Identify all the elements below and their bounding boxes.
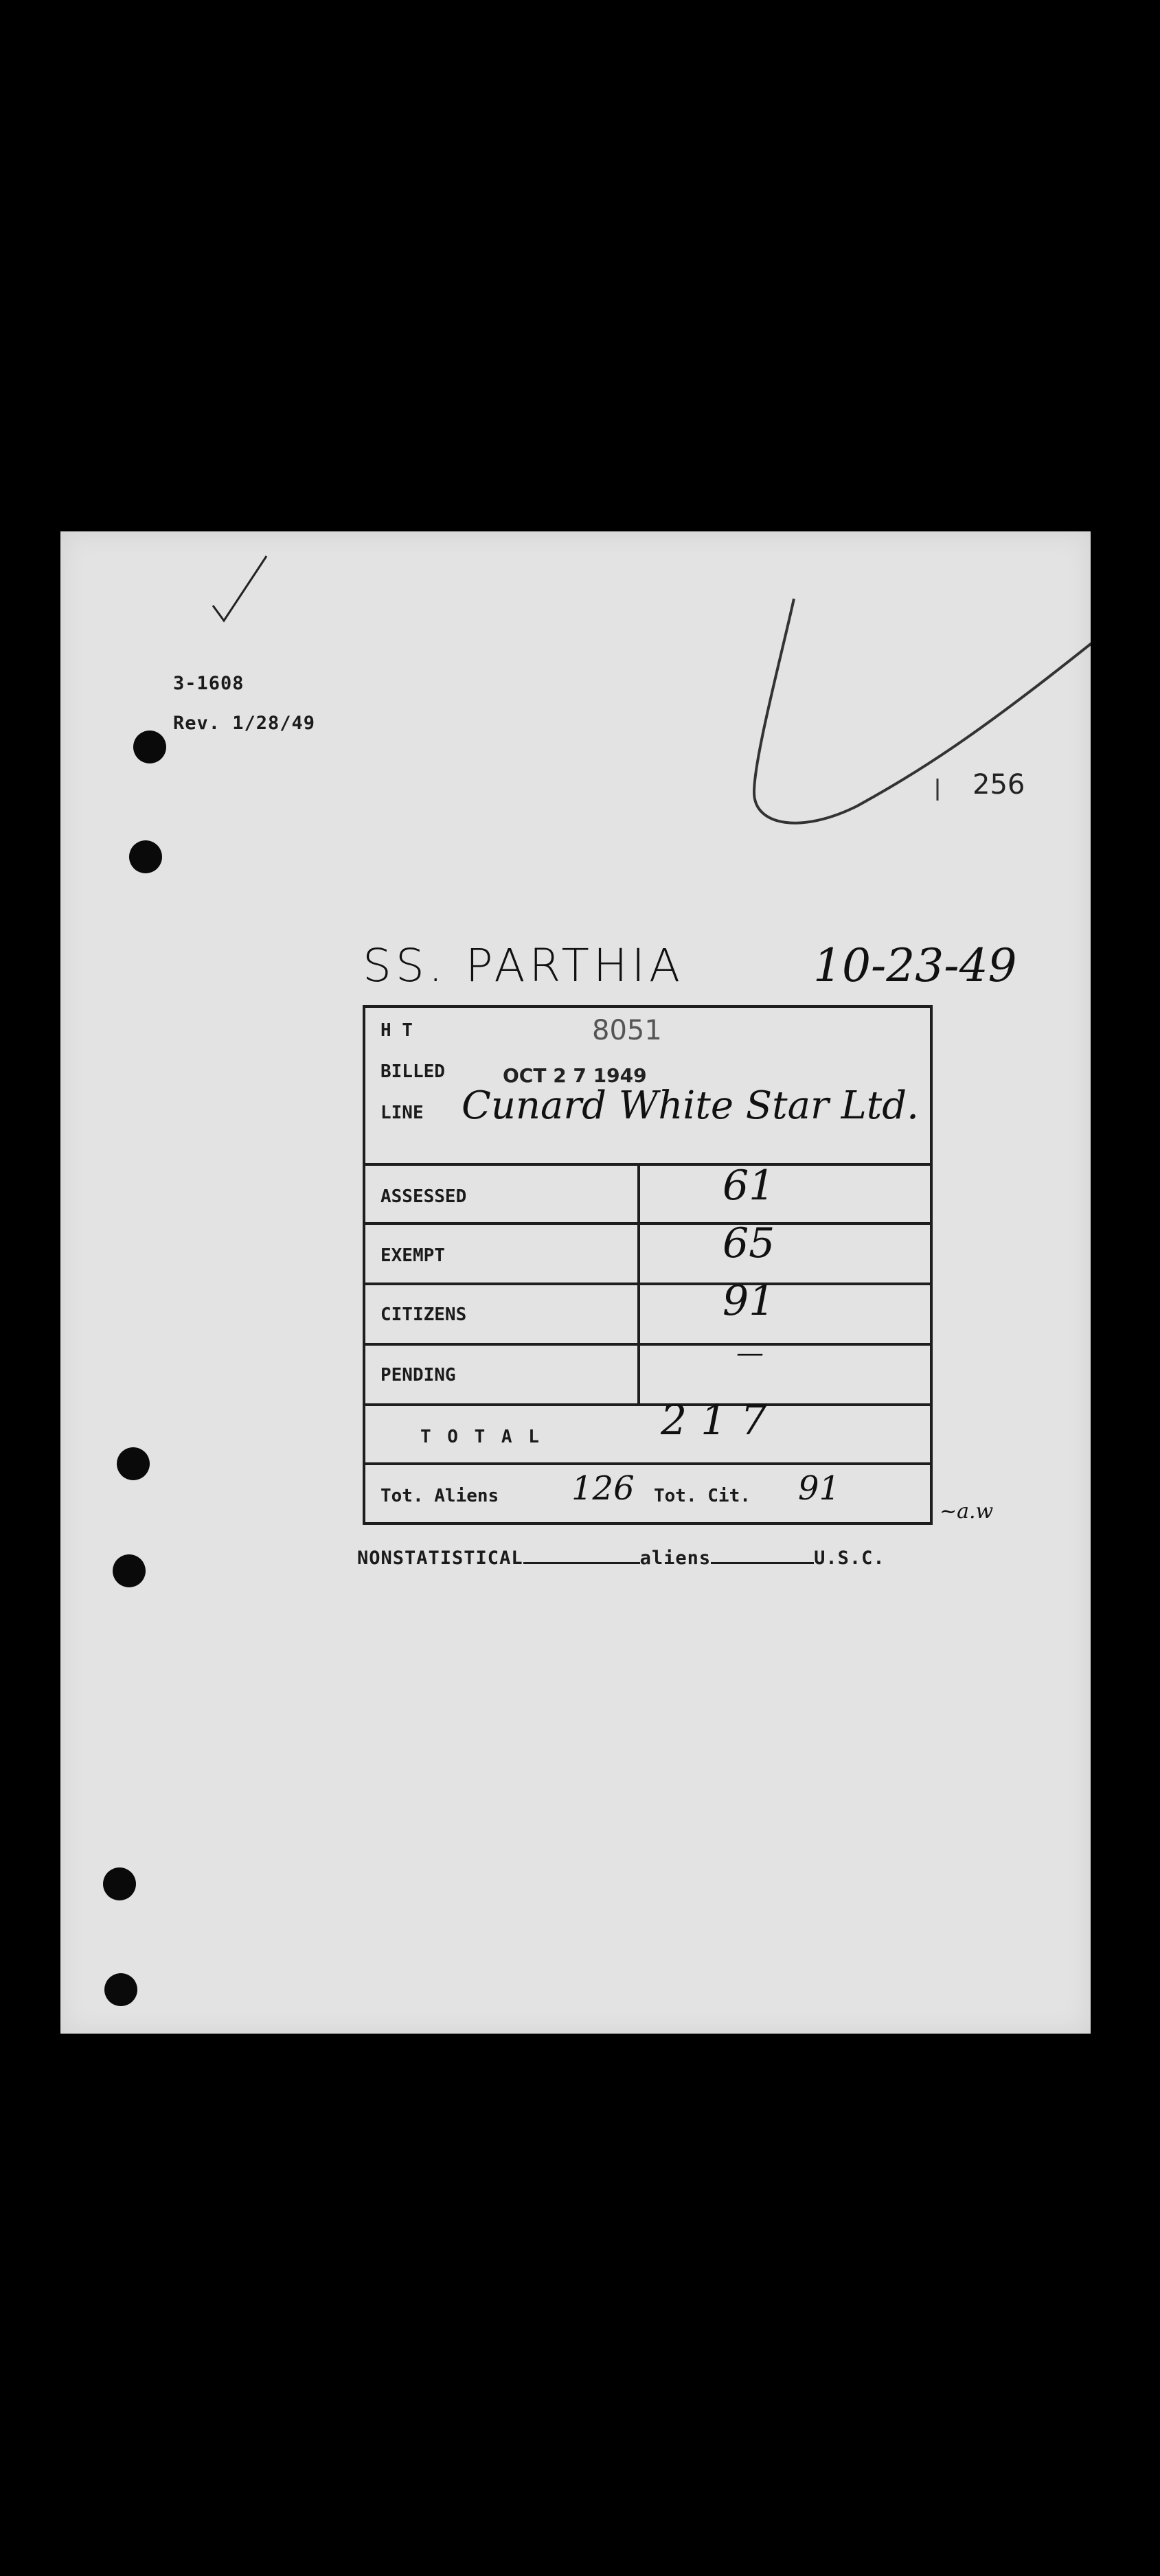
billed-date-stamp: OCT 2 7 1949 bbox=[503, 1064, 647, 1087]
usc-label: U.S.C. bbox=[814, 1548, 885, 1569]
ht-label: H T bbox=[380, 1020, 413, 1041]
total-label: T O T A L bbox=[420, 1427, 542, 1447]
blank-line bbox=[711, 1562, 814, 1564]
exempt-label: EXEMPT bbox=[380, 1245, 445, 1266]
citizens-value: 91 bbox=[723, 1277, 775, 1325]
aliens-label: aliens bbox=[639, 1548, 712, 1569]
nonstatistical-line bbox=[357, 1548, 885, 1569]
nonstatistical-label: NONSTATISTICAL bbox=[357, 1548, 523, 1569]
tot-aliens-label: Tot. Aliens bbox=[380, 1486, 499, 1506]
total-value: 217 bbox=[661, 1396, 781, 1445]
tot-aliens-value: 126 bbox=[571, 1469, 635, 1508]
divider bbox=[365, 1403, 930, 1406]
arrival-date: 10-23-49 bbox=[813, 939, 1017, 992]
divider bbox=[365, 1283, 930, 1285]
pending-value: — bbox=[736, 1337, 764, 1369]
ht-number: 8051 bbox=[592, 1015, 662, 1046]
citizens-label: CITIZENS bbox=[380, 1304, 467, 1325]
divider bbox=[365, 1462, 930, 1465]
manifest-table bbox=[363, 1005, 933, 1525]
document-page bbox=[60, 531, 1091, 2034]
tot-cit-label: Tot. Cit. bbox=[654, 1486, 751, 1506]
assessed-label: ASSESSED bbox=[380, 1186, 467, 1207]
assessed-value: 61 bbox=[723, 1162, 775, 1210]
divider bbox=[365, 1222, 930, 1225]
form-number: 3-1608 bbox=[173, 673, 244, 694]
pending-label: PENDING bbox=[380, 1365, 456, 1385]
checkmark-icon bbox=[213, 556, 266, 621]
billed-label: BILLED bbox=[380, 1061, 445, 1082]
form-revision: Rev. 1/28/49 bbox=[173, 713, 316, 734]
clerk-initials: ~a.w bbox=[940, 1499, 994, 1523]
tot-cit-value: 91 bbox=[798, 1469, 841, 1508]
divider bbox=[365, 1343, 930, 1346]
large-check-stroke bbox=[754, 599, 1091, 823]
blank-line bbox=[523, 1562, 640, 1564]
page-number: 256 bbox=[973, 769, 1025, 801]
shipping-line: Cunard White Star Ltd. bbox=[462, 1083, 919, 1128]
exempt-value: 65 bbox=[723, 1219, 775, 1267]
line-label: LINE bbox=[380, 1103, 424, 1123]
ship-name: SS. PARTHIA bbox=[363, 939, 685, 992]
divider bbox=[365, 1163, 930, 1166]
